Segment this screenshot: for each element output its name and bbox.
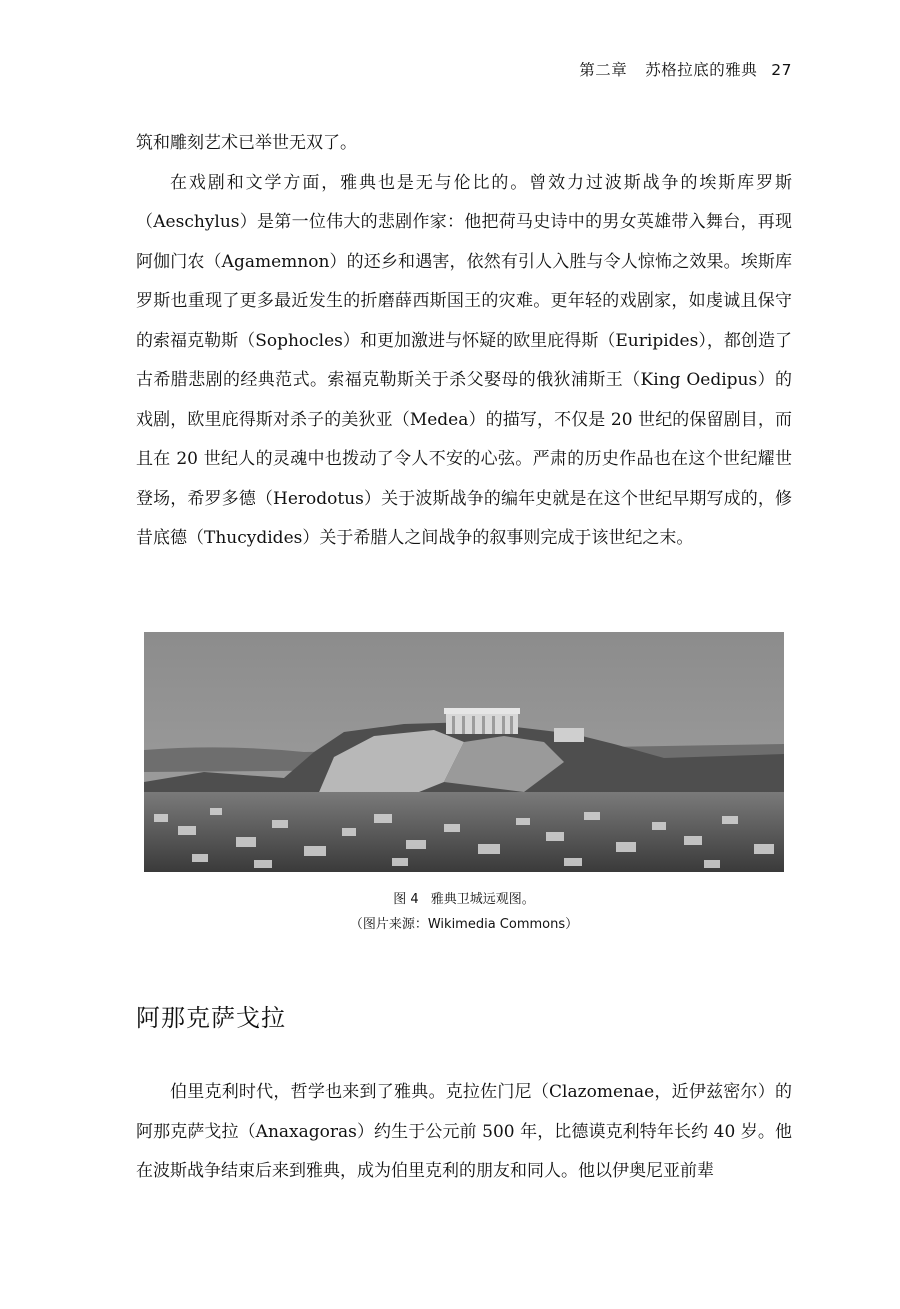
paragraph-drama-literature: 在戏剧和文学方面，雅典也是无与伦比的。曾效力过波斯战争的埃斯库罗斯（Aeschylus）是第一位伟大的悲剧作家：他把荷马史诗中的男女英雄带入舞台，再现阿伽门农（Agamemnon）的还乡和遇害，依然有引人入胜与令人惊怖之效果。埃斯库罗斯也重现了更多最近发生的折磨薛西斯国王的灾难。更年轻的戏剧家，如虔诚且保守的索福克勒斯（Sophocles）和更加激进与怀疑的欧里庇得斯（Euripides），都创造了古希腊悲剧的经典范式。索福克勒斯关于杀父娶母的俄狄浦斯王（King Oedipus）的戏剧，欧里庇得斯对杀子的美狄亚（Medea）的描写，不仅是 20 世纪的保留剧目，而且在 20 世纪人的灵魂中也拨动了令人不安的心弦。严肃的历史作品也在这个世纪耀世登场，希罗多德（Herodotus）关于波斯战争的编年史就是在这个世纪早期写成的，修昔底德（Thucydides）关于希腊人之间战争的叙事则完成于该世纪之末。 bbox=[136, 172, 792, 548]
figure-caption bbox=[144, 888, 784, 907]
paragraph-continuation: 筑和雕刻艺术已举世无双了。 bbox=[136, 133, 357, 153]
body-text-top bbox=[136, 124, 792, 559]
figure-label: 图 4 bbox=[393, 892, 419, 907]
chapter-number: 第二章 bbox=[579, 61, 628, 79]
paragraph-anaxagoras: 伯里克利时代，哲学也来到了雅典。克拉佐门尼（Clazomenae，近伊兹密尔）的阿那克萨戈拉（Anaxagoras）约生于公元前 500 年，比德谟克利特年长约 40 岁。他在波斯战争结束后来到雅典，成为伯里克利的朋友和同人。他以伊奥尼亚前辈 bbox=[136, 1082, 792, 1181]
page-number: 27 bbox=[771, 61, 792, 79]
section-heading: 阿那克萨戈拉 bbox=[136, 1004, 286, 1032]
figure-caption-text: 雅典卫城远观图。 bbox=[430, 892, 535, 907]
body-text-bottom bbox=[136, 1073, 792, 1192]
chapter-title: 苏格拉底的雅典 bbox=[645, 61, 758, 79]
figure-source: （图片来源：Wikimedia Commons） bbox=[349, 917, 579, 932]
running-header bbox=[579, 58, 792, 80]
acropolis-photo bbox=[144, 632, 784, 872]
